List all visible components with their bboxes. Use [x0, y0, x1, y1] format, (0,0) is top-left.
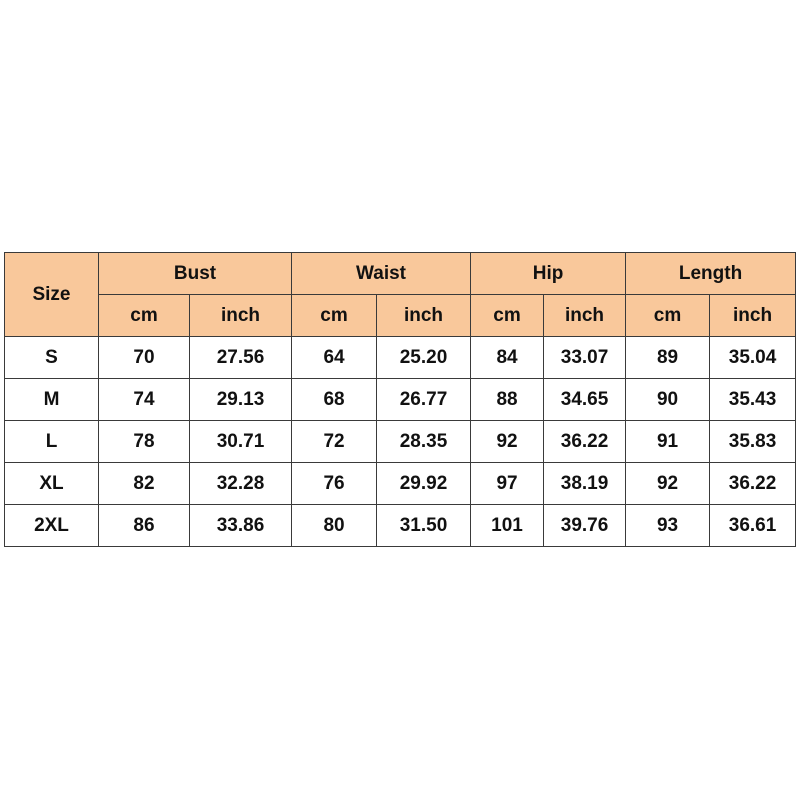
waist-inch-cell: 28.35: [377, 421, 471, 463]
hip-cm-cell: 101: [471, 505, 544, 547]
bust-header: Bust: [99, 253, 292, 295]
waist-inch-cell: 29.92: [377, 463, 471, 505]
size-cell: XL: [5, 463, 99, 505]
length-cm-cell: 92: [626, 463, 710, 505]
header-unit-row: [5, 295, 796, 337]
hip-inch-header: inch: [544, 295, 626, 337]
length-cm-cell: 91: [626, 421, 710, 463]
bust-cm-cell: 70: [99, 337, 190, 379]
length-inch-header: inch: [710, 295, 796, 337]
length-cm-header: cm: [626, 295, 710, 337]
size-header: Size: [5, 253, 99, 337]
bust-cm-cell: 74: [99, 379, 190, 421]
waist-cm-cell: 64: [292, 337, 377, 379]
length-inch-cell: 35.43: [710, 379, 796, 421]
size-chart-table: [4, 252, 796, 547]
waist-cm-cell: 80: [292, 505, 377, 547]
waist-inch-cell: 26.77: [377, 379, 471, 421]
bust-inch-cell: 30.71: [190, 421, 292, 463]
hip-header: Hip: [471, 253, 626, 295]
table-row: [5, 505, 796, 547]
table-row: [5, 379, 796, 421]
hip-inch-cell: 36.22: [544, 421, 626, 463]
bust-inch-cell: 32.28: [190, 463, 292, 505]
bust-cm-cell: 78: [99, 421, 190, 463]
size-cell: S: [5, 337, 99, 379]
waist-inch-cell: 31.50: [377, 505, 471, 547]
hip-cm-cell: 84: [471, 337, 544, 379]
table-row: [5, 337, 796, 379]
length-inch-cell: 36.22: [710, 463, 796, 505]
hip-cm-header: cm: [471, 295, 544, 337]
size-cell: L: [5, 421, 99, 463]
hip-cm-cell: 97: [471, 463, 544, 505]
waist-inch-cell: 25.20: [377, 337, 471, 379]
bust-cm-cell: 86: [99, 505, 190, 547]
length-cm-cell: 89: [626, 337, 710, 379]
length-header: Length: [626, 253, 796, 295]
bust-inch-header: inch: [190, 295, 292, 337]
bust-inch-cell: 33.86: [190, 505, 292, 547]
bust-cm-header: cm: [99, 295, 190, 337]
waist-cm-cell: 76: [292, 463, 377, 505]
hip-inch-cell: 39.76: [544, 505, 626, 547]
hip-cm-cell: 88: [471, 379, 544, 421]
waist-header: Waist: [292, 253, 471, 295]
bust-cm-cell: 82: [99, 463, 190, 505]
size-cell: M: [5, 379, 99, 421]
hip-inch-cell: 33.07: [544, 337, 626, 379]
hip-inch-cell: 34.65: [544, 379, 626, 421]
table-row: [5, 463, 796, 505]
length-inch-cell: 35.83: [710, 421, 796, 463]
length-cm-cell: 90: [626, 379, 710, 421]
table-row: [5, 421, 796, 463]
waist-cm-header: cm: [292, 295, 377, 337]
waist-inch-header: inch: [377, 295, 471, 337]
length-cm-cell: 93: [626, 505, 710, 547]
header-group-row: [5, 253, 796, 295]
hip-inch-cell: 38.19: [544, 463, 626, 505]
waist-cm-cell: 68: [292, 379, 377, 421]
bust-inch-cell: 29.13: [190, 379, 292, 421]
size-cell: 2XL: [5, 505, 99, 547]
waist-cm-cell: 72: [292, 421, 377, 463]
length-inch-cell: 35.04: [710, 337, 796, 379]
hip-cm-cell: 92: [471, 421, 544, 463]
length-inch-cell: 36.61: [710, 505, 796, 547]
bust-inch-cell: 27.56: [190, 337, 292, 379]
